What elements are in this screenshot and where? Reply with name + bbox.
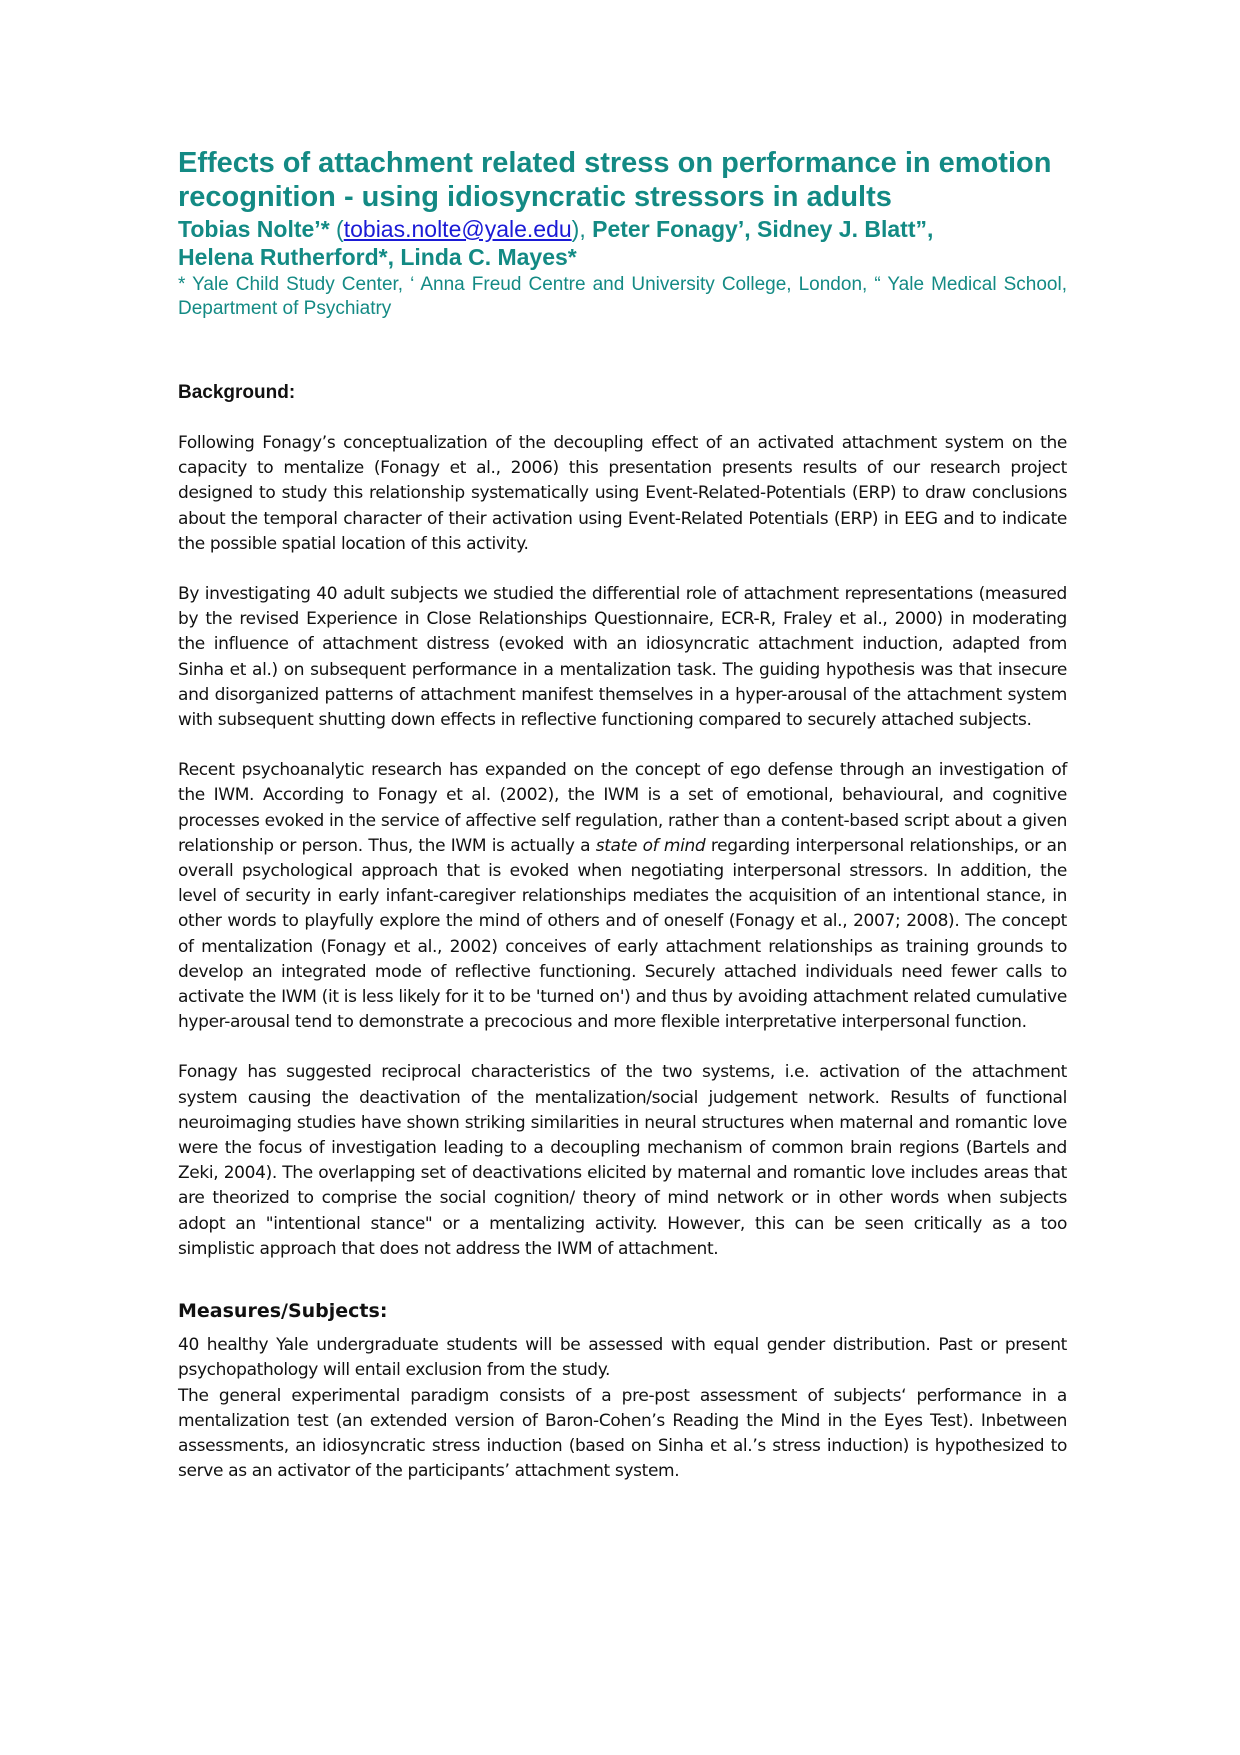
measures-paragraph-1: 40 healthy Yale undergraduate students will be assessed with equal gender distribution. Past or present psychopathology will entail exclusion from the study. — [178, 1335, 1067, 1381]
measures-heading: Measures/Subjects: — [178, 1300, 388, 1323]
measures-paragraph-2: The general experimental paradigm consists of a pre-post assessment of subjects‘ performance in a mentalization test (an extended version of Baron-Cohen’s Reading the Mind in the Eyes Test). Inbetween assessments, an idiosyncratic stress induction (based on Sinha et al.’s stress induction) is hypothesized to serve as an activator of the participants’ attachment system. — [178, 1385, 1067, 1482]
paragraph-3-text-a: Recent psychoanalytic research has expanded on the concept of ego defense through an investigation of the IWM. According to Fonagy et al. (2002), the IWM is a set of emotional, behavioural, and cognitive processes evoked in the service of affective self regulation, rather than a content-based script about a given relationship or person. Thus, the IWM is actually a — [178, 760, 1067, 856]
background-paragraph-3 — [178, 758, 1067, 1035]
paragraph-3-text-b: regarding interpersonal relationships, or an overall psychological approach that is evoked when negotiating interpersonal stressors. In addition, the level of security in early infant-caregiver relationships mediates the acquisition of an intentional stance, in other words to playfully explore the mind of others and of oneself (Fonagy et al., 2007; 2008). The concept of mentalization (Fonagy et al., 2002) conceives of early attachment relationships as training grounds to develop an integrated mode of reflective functioning. Securely attached individuals need fewer calls to activate the IWM (it is less likely for it to be 'turned on') and thus by avoiding attachment related cumulative hyper-arousal tend to demonstrate a precocious and more flexible interpretative interpersonal function. — [178, 835, 1067, 1033]
background-heading: Background: — [178, 382, 296, 403]
authors-line2: Helena Rutherford*, Linda C. Mayes* — [178, 244, 577, 270]
author-email-link[interactable]: tobias.nolte@yale.edu — [343, 216, 572, 242]
email-paren-open: ( — [329, 216, 344, 242]
email-paren-close: ), — [571, 216, 586, 242]
document-page — [178, 146, 1067, 1484]
authors-line1-rest: Peter Fonagy’, Sidney J. Blatt”, — [585, 216, 934, 242]
background-paragraph-2: By investigating 40 adult subjects we studied the differential role of attachment representations (measured by the revised Experience in Close Relationships Questionnaire, ECR-R, Fraley et al., 2000) in moderating the influence of attachment distress (evoked with an idiosyncratic attachment induction, adapted from Sinha et al.) on subsequent performance in a mentalization task. The guiding hypothesis was that insecure and disorganized patterns of attachment manifest themselves in a hyper-arousal of the attachment system with subsequent shutting down effects in reflective functioning compared to securely attached subjects. — [178, 584, 1067, 731]
background-paragraph-4: Fonagy has suggested reciprocal characteristics of the two systems, i.e. activation of the attachment system causing the deactivation of the mentalization/social judgement network. Results of functional neuroimaging studies have shown striking similarities in neural structures when maternal and romantic love were the focus of investigation leading to a decoupling mechanism of common brain regions (Bartels and Zeki, 2004). The overlapping set of deactivations elicited by maternal and romantic love includes areas that are theorized to comprise the social cognition/ theory of mind network or in other words when subjects adopt an "intentional stance" or a mentalizing activity. However, this can be seen critically as a too simplistic approach that does not address the IWM of attachment. — [178, 1062, 1067, 1259]
background-paragraph-1: Following Fonagy’s conceptualization of the decoupling effect of an activated attachment system on the capacity to mentalize (Fonagy et al., 2006) this presentation presents results of our research project designed to study this relationship systematically using Event-Related-Potentials (ERP) to draw conclusions about the temporal character of their activation using Event-Related Potentials (ERP) in EEG and to indicate the possible spatial location of this activity. — [178, 433, 1067, 554]
paper-title: Effects of attachment related stress on performance in emotion recognition - using idiosyncratic stressors in adults — [178, 147, 1052, 213]
author-list — [178, 215, 1067, 271]
affiliations: * Yale Child Study Center, ‘ Anna Freud Centre and University College, London, “ Yale Medical School, Department of Psychiatry — [178, 274, 1067, 319]
state-of-mind-italic: state of mind — [595, 835, 706, 856]
author-nolte: Tobias Nolte’* — [178, 216, 330, 242]
